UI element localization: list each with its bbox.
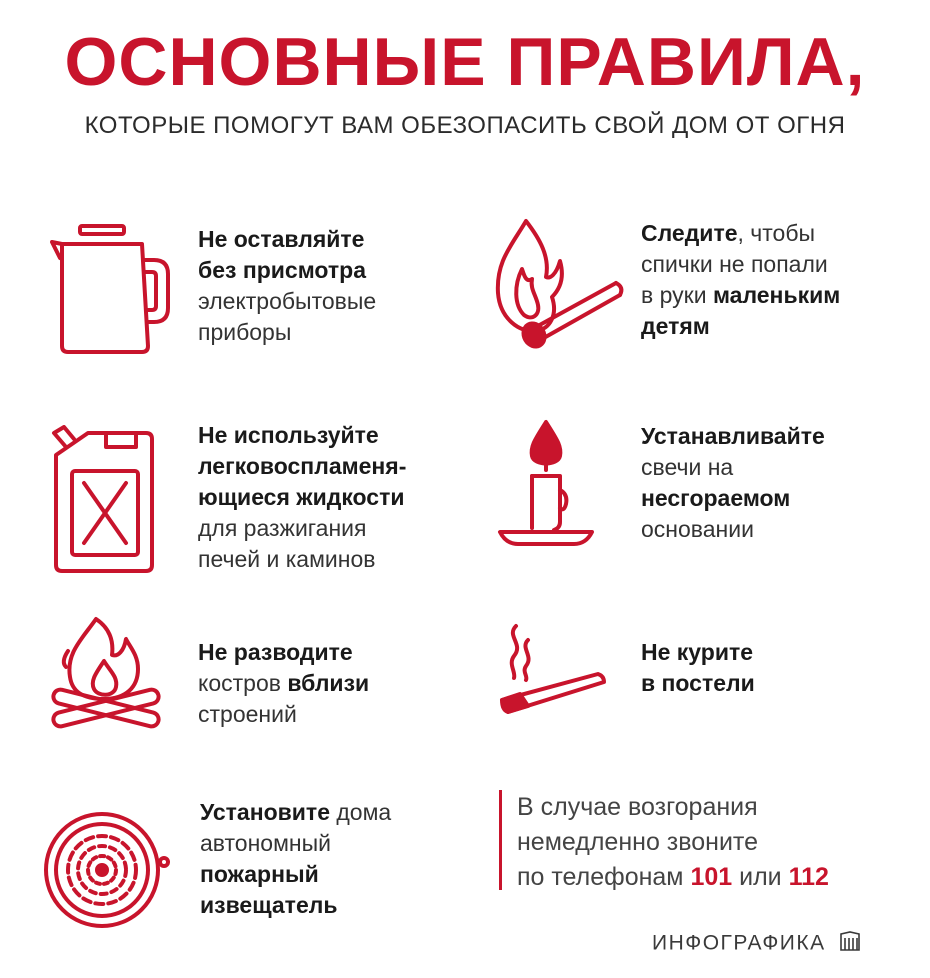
brand-logo-icon [839,930,861,958]
rule-smoke-detector [200,797,391,921]
rule-text-bold: маленьким [712,282,841,308]
rule-text: приборы [198,319,292,345]
rule-text: строений [198,701,297,727]
rule-text: , чтобы [737,220,816,246]
rule-candles [641,421,825,545]
rule-line [200,859,391,890]
rule-text-bold: пожарный [200,861,319,887]
bonfire-icon [42,615,167,745]
rule-text: в руки [641,282,713,308]
rule-text-bold: легковоспламеня- [198,453,407,479]
rule-text-bold: несгораемом [641,485,791,511]
rule-line [641,311,840,342]
rule-text-bold: Не оставляйте [198,226,365,252]
kettle-icon [48,222,178,357]
rule-line [198,224,376,255]
rule-text: спички не попали [641,251,828,277]
rule-text-bold: Не курите [641,639,754,665]
rule-line [641,218,840,249]
rule-text-bold: детям [641,313,710,339]
rule-line [200,828,391,859]
rule-text-bold: без присмотра [198,257,366,283]
rule-text: электробытовые [198,288,377,314]
footer-brand [652,930,861,958]
rule-text: дома [329,799,392,825]
rule-text: костров [198,670,288,696]
rule-line [198,637,369,668]
rule-line [641,249,840,280]
rule-line [641,668,755,699]
rule-text-bold: Следите [641,220,738,246]
rule-text: свечи на [641,454,734,480]
rule-line [198,699,369,730]
rule-text-bold: Устанавливайте [641,423,825,449]
rule-line [198,420,406,451]
rule-line [198,255,376,286]
rule-text: для разжигания [198,515,367,541]
rule-line [198,513,406,544]
rule-line [198,668,369,699]
rule-line [198,451,406,482]
match-icon [492,215,627,355]
rule-line [641,452,825,483]
rule-flammable-liquids [198,420,406,575]
rule-text-bold: вблизи [287,670,370,696]
rule-text-bold: Не разводите [198,639,353,665]
phone-112: 112 [788,863,829,891]
emergency-line3: по телефонам 101 или 112 [517,863,829,891]
smoke-detector-icon [42,810,172,930]
rule-text-bold: в постели [641,670,755,696]
rule-line [200,890,391,921]
rule-text-bold: ющиеся жидкости [198,484,405,510]
rule-text-bold: извещатель [200,892,338,918]
rule-line [198,286,376,317]
phone-101: 101 [690,863,733,891]
page-title: ОСНОВНЫЕ ПРАВИЛА, [64,24,866,100]
emergency-line1: В случае возгорания [517,793,758,821]
rule-matches [641,218,840,342]
rule-line [641,280,840,311]
rule-line [198,482,406,513]
rule-text-bold: Установите [200,799,330,825]
rule-line [641,421,825,452]
emergency-callout [499,790,899,890]
rule-appliances [198,224,376,348]
cigarette-icon [494,620,609,730]
emergency-line2: немедленно звоните [517,828,759,856]
rule-text: печей и каминов [198,546,376,572]
rule-smoking [641,637,755,699]
page-subtitle: КОТОРЫЕ ПОМОГУТ ВАМ ОБЕЗОПАСИТЬ СВОЙ ДОМ ОТ ОГНЯ [84,112,846,139]
rule-line [641,514,825,545]
rule-line [641,637,755,668]
rule-line [200,797,391,828]
candle-icon [496,418,596,558]
rule-line [198,317,376,348]
rule-text-bold: Не используйте [198,422,379,448]
canister-icon [50,425,160,575]
rule-bonfires [198,637,369,730]
rule-text: основании [641,516,754,542]
rule-text: автономный [200,830,331,856]
footer-brand-text: ИНФОГРАФИКА [652,931,826,955]
rule-line [198,544,406,575]
rule-line [641,483,825,514]
